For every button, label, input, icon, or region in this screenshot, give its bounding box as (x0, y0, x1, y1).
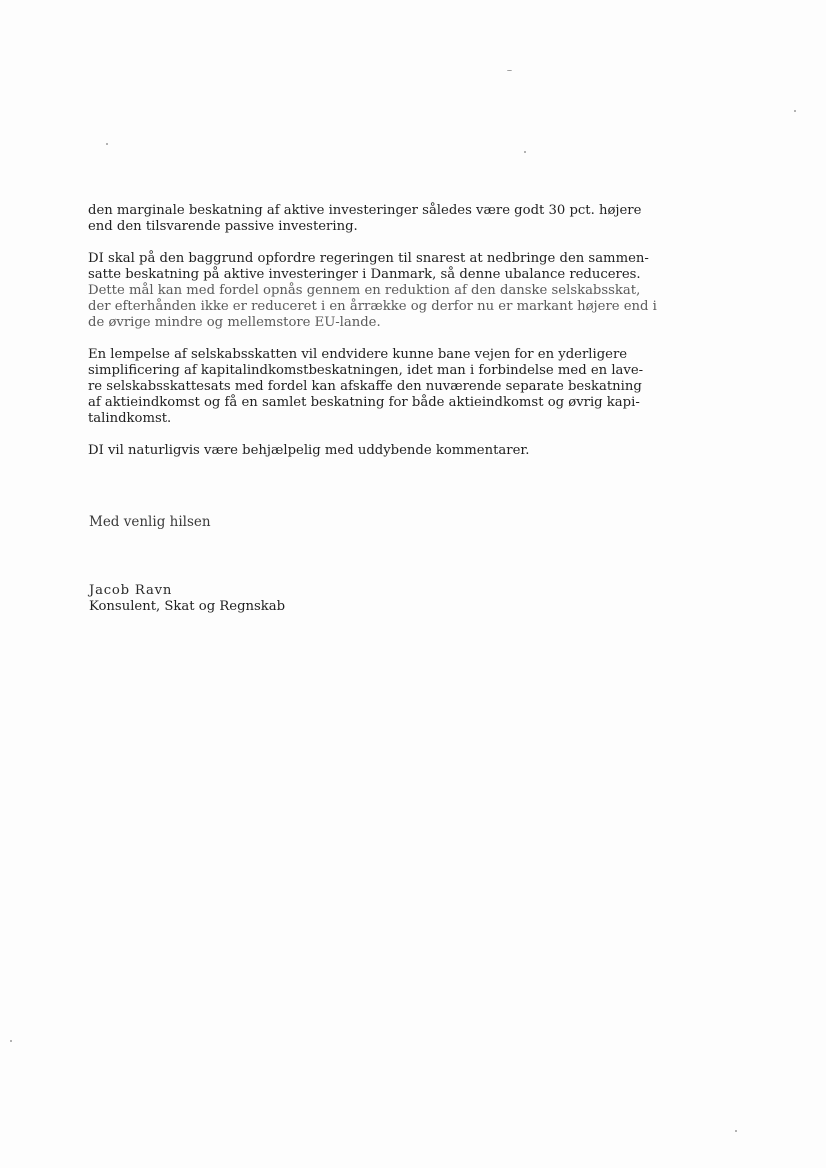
signer-title: Konsulent, Skat og Regnskab (89, 599, 286, 614)
scan-speck (794, 110, 796, 112)
signature-block (89, 583, 285, 615)
paragraph-line: simplificering af kapitalindkomstbeskatningen, idet man i forbindelse med en lave- (88, 363, 644, 378)
paragraph-line: DI skal på den baggrund opfordre regeringen til snarest at nedbringe den sammen- (88, 251, 649, 266)
paragraph-4 (88, 443, 658, 459)
paragraph-line: talindkomst. (88, 411, 172, 426)
paragraph-1 (88, 203, 658, 235)
closing-salutation: Med venlig hilsen (89, 514, 211, 530)
paragraph-line: En lempelse af selskabsskatten vil endvidere kunne bane vejen for en yderligere (88, 347, 628, 362)
paragraph-line: re selskabsskattesats med fordel kan afskaffe den nuværende separate beskatning (88, 379, 642, 394)
scan-speck (10, 1040, 12, 1042)
paragraph-line: den marginale beskatning af aktive investeringer således være godt 30 pct. højere (88, 203, 642, 218)
scan-speck (524, 151, 526, 153)
paragraph-line: der efterhånden ikke er reduceret i en årrække og derfor nu er markant højere end i (88, 299, 657, 314)
paragraph-line: af aktieindkomst og få en samlet beskatning for både aktieindkomst og øvrig kapi- (88, 395, 640, 410)
paragraph-line: end den tilsvarende passive investering. (88, 219, 358, 234)
scan-speck (106, 143, 108, 145)
paragraph-2 (88, 251, 658, 331)
paragraph-line: DI vil naturligvis være behjælpelig med uddybende kommentarer. (88, 443, 530, 458)
letter-body (88, 203, 658, 475)
signer-name: Jacob Ravn (89, 583, 173, 598)
paragraph-3 (88, 347, 658, 427)
paragraph-line: Dette mål kan med fordel opnås gennem en reduktion af den danske selskabsskat, (88, 283, 641, 298)
paragraph-line: satte beskatning på aktive investeringer i Danmark, så denne ubalance reduceres. (88, 267, 641, 282)
scan-speck (735, 1130, 737, 1132)
paragraph-line: de øvrige mindre og mellemstore EU-lande. (88, 315, 381, 330)
scan-speck (507, 70, 512, 71)
